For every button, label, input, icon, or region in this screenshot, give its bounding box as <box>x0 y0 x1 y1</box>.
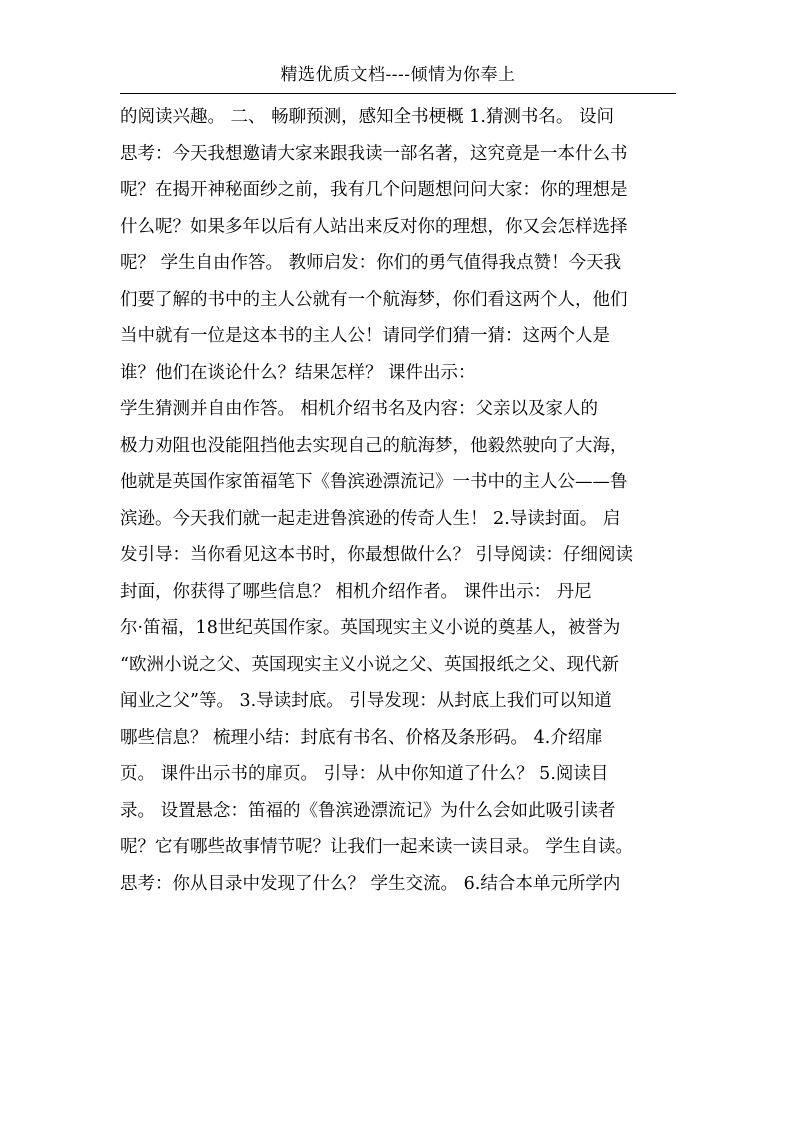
text-line: 呢？ 学生自由作答。 教师启发：你们的勇气值得我点赞！今天我 <box>120 253 622 273</box>
text-line: 尔·笛福，18世纪英国作家。英国现实主义小说的奠基人，被誉为 <box>120 618 621 638</box>
text-line: 呢？它有哪些故事情节呢？让我们一起来读一读目录。 学生自读。 <box>120 837 634 857</box>
text-line: 思考：今天我想邀请大家来跟我读一部名著，这究竟是一本什么书 <box>120 143 628 164</box>
text-line: “欧洲小说之父、英国现实主义小说之父、英国报纸之父、现代新 <box>120 654 619 675</box>
text-line: 发引导：当你看见这本书时，你最想做什么？ 引导阅读：仔细阅读 <box>120 545 634 565</box>
text-line: 当中就有一位是这本书的主人公！请同学们猜一猜：这两个人是 <box>120 326 610 346</box>
text-line: 的阅读兴趣。 二、 畅聊预测，感知全书梗概 1.猜测书名。 设问 <box>120 107 614 127</box>
page-header <box>120 62 676 94</box>
text-line: 什么呢？如果多年以后有人站出来反对你的理想，你又会怎样选择 <box>120 216 628 237</box>
text-line: 呢？在揭开神秘面纱之前，我有几个问题想问问大家：你的理想是 <box>120 180 628 200</box>
body-text <box>120 99 676 902</box>
header-title: 精选优质文档----倾情为你奉上 <box>280 65 516 85</box>
text-line: 极力劝阻也没能阻挡他去实现自己的航海梦，他毅然驶向了大海， <box>120 435 628 456</box>
text-line: 页。 课件出示书的扉页。 引导：从中你知道了什么？ 5.阅读目 <box>120 764 609 784</box>
text-line: 闻业之父”等。 3.导读封底。 引导发现：从封底上我们可以知道 <box>120 691 612 711</box>
text-line: 思考：你从目录中发现了什么？ 学生交流。 6.结合本单元所学内 <box>120 873 621 894</box>
text-line: 录。 设置悬念：笛福的《鲁滨逊漂流记》为什么会如此吸引读者 <box>120 800 616 821</box>
text-line: 他就是英国作家笛福笔下《鲁滨逊漂流记》一书中的主人公——鲁 <box>120 472 628 492</box>
text-line: 哪些信息？ 梳理小结：封底有书名、价格及条形码。 4.介绍扉 <box>120 727 603 748</box>
text-line: 封面，你获得了哪些信息？ 相机介绍作者。 课件出示： 丹尼 <box>120 581 592 602</box>
text-line: 们要了解的书中的主人公就有一个航海梦，你们看这两个人，他们 <box>120 289 628 310</box>
text-line: 谁？他们在谈论什么？结果怎样？ 课件出示： <box>120 362 476 383</box>
text-line: 滨逊。今天我们就一起走进鲁滨逊的传奇人生！ 2.导读封面。 启 <box>120 508 621 529</box>
text-line: 学生猜测并自由作答。 相机介绍书名及内容：父亲以及家人的 <box>120 399 599 419</box>
